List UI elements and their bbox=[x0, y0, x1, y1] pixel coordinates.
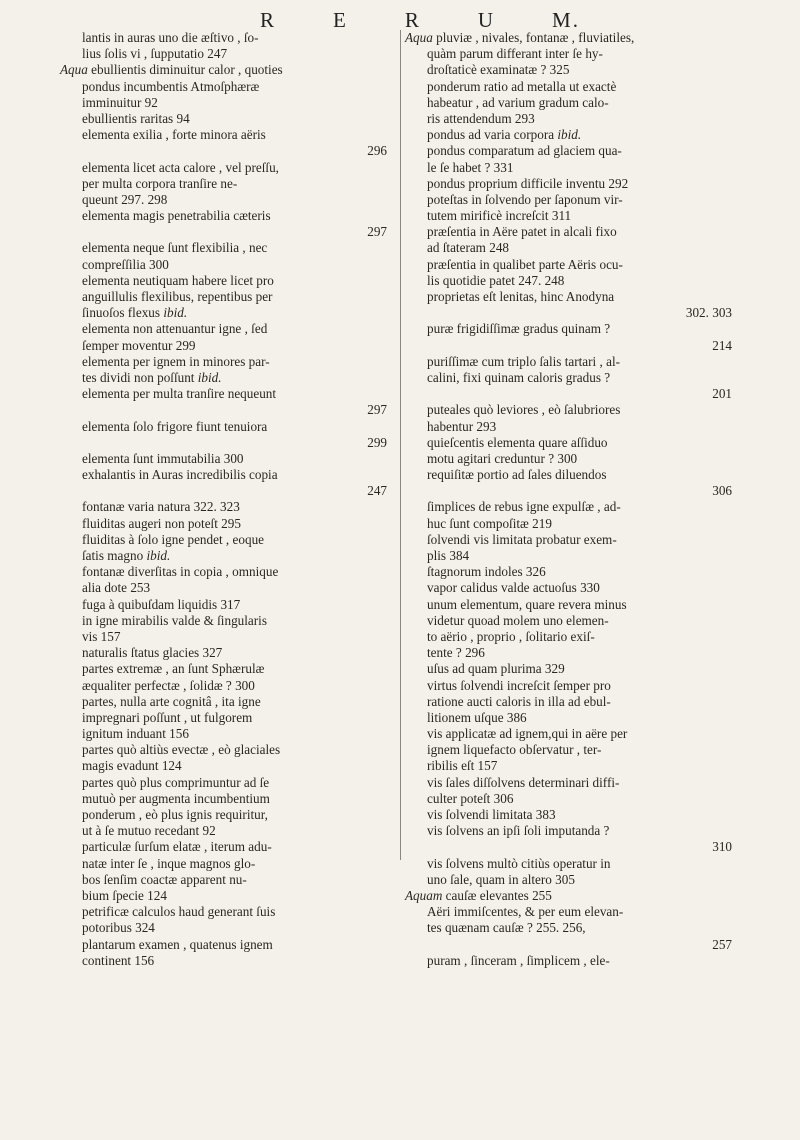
index-entry-line: le ſe habet ? 331 bbox=[427, 159, 514, 175]
index-entry-line: vapor calidus valde actuoſus 330 bbox=[427, 580, 600, 596]
index-entry-line: per multa corpora tranſire ne- bbox=[82, 175, 238, 191]
index-entry-line: tente ? 296 bbox=[427, 645, 485, 661]
index-entry-line: ris attendendum 293 bbox=[427, 110, 535, 126]
index-entry-line: ſatis magno ibid. bbox=[82, 548, 171, 563]
index-entry-line: anguillulis flexilibus, repentibus per bbox=[82, 289, 273, 304]
running-head-letter: R bbox=[404, 8, 421, 32]
index-entry-line: pondus incumbentis Atmoſphæræ bbox=[82, 78, 260, 94]
index-entry-line: puteales quò leviores , eò ſalubriores bbox=[427, 402, 621, 418]
index-entry-line: partes quò plus comprimuntur ad ſe bbox=[82, 774, 270, 790]
index-entry-line: potoribus 324 bbox=[82, 920, 155, 936]
index-entry-line: Aquam cauſæ elevantes 255 bbox=[405, 887, 552, 903]
index-entry-line: fontanæ varia natura 322. 323 bbox=[82, 499, 240, 515]
index-entry-line: lis quotidie patet 247. 248 bbox=[427, 272, 565, 288]
index-entry-line: proprietas eſt lenitas, hinc Anodyna bbox=[427, 289, 615, 304]
index-entry-line: puræ frigidiſſimæ gradus quinam ? bbox=[427, 321, 611, 337]
index-entry-line: elementa per ignem in minores par- bbox=[82, 353, 270, 369]
index-entry-line: lius ſolis vi , ſupputatio 247 bbox=[82, 46, 228, 62]
index-entry-line: tutem mirificè increſcit 311 bbox=[427, 208, 572, 224]
index-entry-line: partes, nulla arte cognitâ , ita igne bbox=[82, 693, 261, 709]
running-head-letter: U bbox=[477, 8, 496, 32]
index-entry-line: ſinuoſos flexus ibid. bbox=[82, 305, 188, 321]
index-entry-line: petrificæ calculos haud generant ſuis bbox=[82, 904, 276, 920]
index-entry-line: uno ſale, quam in altero 305 bbox=[427, 871, 575, 887]
index-entry-line: tes quænam cauſæ ? 255. 256, bbox=[427, 920, 586, 936]
index-entry-line: 302. 303 bbox=[685, 305, 732, 321]
index-entry-line: ſtagnorum indoles 326 bbox=[427, 564, 546, 580]
index-entry-line: droſtaticè examinatæ ? 325 bbox=[427, 62, 570, 78]
index-entry-line: virtus ſolvendi increſcit ſemper pro bbox=[427, 677, 611, 693]
index-entry-line: ignitum induant 156 bbox=[82, 726, 189, 742]
index-entry-line: elementa neutiquam habere licet pro bbox=[82, 272, 274, 288]
index-entry-line: elementa per multa tranſire nequeunt bbox=[82, 386, 277, 402]
index-entry-line: unum elementum, quare revera minus bbox=[427, 596, 627, 612]
index-entry-line: videtur quoad molem uno elemen- bbox=[427, 612, 609, 628]
index-entry-line: in igne mirabilis valde & ſingularis bbox=[82, 612, 267, 628]
index-entry-line: quieſcentis elementa quare aſſiduo bbox=[427, 434, 608, 450]
index-entry-line: alia dote 253 bbox=[82, 580, 151, 596]
index-entry-line: 297 bbox=[367, 224, 387, 240]
index-entry-line: ad ſtateram 248 bbox=[427, 240, 510, 256]
index-entry-line: ebullientis raritas 94 bbox=[82, 110, 190, 126]
index-entry-line: bium ſpecie 124 bbox=[82, 887, 167, 903]
index-entry-line: culter poteſt 306 bbox=[427, 790, 514, 806]
index-entry-line: Aqua pluviæ , nivales, fontanæ , fluviatiles, bbox=[405, 30, 635, 45]
index-entry-line: elementa exilia , forte minora aëris bbox=[82, 127, 266, 143]
index-entry-line: continent 156 bbox=[82, 952, 155, 968]
index-entry-line: elementa magis penetrabilia cæteris bbox=[82, 208, 271, 224]
index-entry-line: 296 bbox=[367, 143, 387, 159]
index-entry-line: ſemper moventur 299 bbox=[82, 337, 196, 353]
index-entry-line: elementa licet acta calore , vel preſſu, bbox=[82, 159, 279, 175]
index-entry-line: 247 bbox=[367, 483, 387, 499]
running-head-letter: M. bbox=[552, 8, 580, 32]
index-entry-line: 214 bbox=[712, 337, 732, 353]
index-entry-line: magis evadunt 124 bbox=[82, 758, 182, 774]
index-entry-line: queunt 297. 298 bbox=[82, 191, 168, 207]
index-entry-line: habentur 293 bbox=[427, 418, 497, 434]
index-entry-line: to aërio , proprio , ſolitario exiſ- bbox=[427, 628, 595, 644]
index-entry-line: ignem liquefacto obſervatur , ter- bbox=[427, 742, 602, 758]
index-entry-line: imminuitur 92 bbox=[82, 94, 158, 110]
index-entry-line: partes extremæ , an ſunt Sphærulæ bbox=[82, 661, 265, 677]
index-entry-line: calini, fixi quinam caloris gradus ? bbox=[427, 369, 611, 385]
index-entry-line: quàm parum differant inter ſe hy- bbox=[427, 46, 603, 62]
index-entry-line: ponderum ratio ad metalla ut exactè bbox=[427, 78, 617, 94]
index-entry-line: ponderum , eò plus ignis requiritur, bbox=[82, 807, 268, 822]
index-entry-line: ut à ſe mutuo recedant 92 bbox=[82, 823, 216, 839]
running-head-letter: E bbox=[333, 8, 348, 32]
index-entry-line: natæ inter ſe , inque magnos glo- bbox=[82, 855, 256, 871]
index-entry-line: ratione aucti caloris in illa ad ebul- bbox=[427, 693, 611, 709]
index-entry-line: tes dividi non poſſunt ibid. bbox=[82, 369, 222, 385]
index-entry-line: præſentia in qualibet parte Aëris ocu- bbox=[427, 256, 623, 272]
index-entry-line: Aqua ebullientis diminuitur calor , quoties bbox=[60, 62, 283, 78]
index-entry-line: requiſitæ portio ad ſales diluendos bbox=[427, 467, 607, 483]
index-entry-line: æqualiter perfectæ , ſolidæ ? 300 bbox=[82, 677, 255, 693]
index-entry-line: præſentia in Aëre patet in alcali fixo bbox=[427, 224, 617, 240]
index-entry-line: elementa non attenuantur igne , ſed bbox=[82, 321, 268, 337]
index-entry-line: vis ſales diſſolvens determinari diffi- bbox=[427, 774, 620, 790]
index-entry-line: fontanæ diverſitas in copia , omnique bbox=[82, 564, 279, 580]
index-entry-line: vis applicatæ ad ignem,qui in aëre per bbox=[427, 726, 628, 742]
index-entry-line: motu agitari creduntur ? 300 bbox=[427, 450, 578, 466]
index-entry-line: huc ſunt compoſitæ 219 bbox=[427, 515, 552, 531]
right-column bbox=[405, 30, 740, 969]
index-entry-line: 306 bbox=[712, 483, 732, 499]
index-entry-line: vis ſolvens an ipſi ſoli imputanda ? bbox=[427, 823, 610, 839]
index-entry-line: 310 bbox=[712, 839, 732, 855]
index-entry-line: elementa ſunt immutabilia 300 bbox=[82, 450, 244, 466]
index-entry-line: poteſtas in ſolvendo per ſaponum vir- bbox=[427, 191, 623, 207]
running-head-letter: R bbox=[260, 8, 277, 32]
index-entry-line: 297 bbox=[367, 402, 387, 418]
index-entry-line: elementa ſolo frigore fiunt tenuiora bbox=[82, 418, 268, 434]
index-entry-line: puriſſimæ cum triplo ſalis tartari , al- bbox=[427, 353, 621, 369]
index-entry-line: fluiditas à ſolo igne pendet , eoque bbox=[82, 531, 265, 547]
index-entry-line: lantis in auras uno die æſtivo , ſo- bbox=[82, 30, 259, 45]
index-entry-line: fuga à quibuſdam liquidis 317 bbox=[82, 596, 241, 612]
index-entry-line: puram , ſinceram , ſimplicem , ele- bbox=[427, 952, 610, 968]
index-entry-line: Aëri immiſcentes, & per eum elevan- bbox=[427, 904, 624, 920]
index-entry-line: pondus comparatum ad glaciem qua- bbox=[427, 143, 622, 159]
index-entry-line: impregnari poſſunt , ut fulgorem bbox=[82, 709, 253, 725]
index-entry-line: litionem uſque 386 bbox=[427, 709, 527, 725]
index-entry-line: pondus ad varia corpora ibid. bbox=[427, 127, 582, 143]
index-entry-line: habeatur , ad varium gradum calo- bbox=[427, 94, 609, 110]
index-entry-line: plis 384 bbox=[427, 548, 470, 563]
index-entry-line: partes quò altiùs evectæ , eò glaciales bbox=[82, 742, 281, 758]
index-entry-line: ſimplices de rebus igne expulſæ , ad- bbox=[427, 499, 621, 515]
index-entry-line: 201 bbox=[712, 386, 732, 402]
index-entry-line: ſolvendi vis limitata probatur exem- bbox=[427, 531, 617, 547]
index-entry-line: 299 bbox=[367, 434, 387, 450]
index-entry-line: pondus proprium difficile inventu 292 bbox=[427, 175, 629, 191]
column-divider bbox=[400, 30, 401, 860]
index-entry-line: vis ſolvendi limitata 383 bbox=[427, 807, 556, 822]
left-column bbox=[60, 30, 395, 969]
index-entry-line: uſus ad quam plurima 329 bbox=[427, 661, 565, 677]
index-entry-line: 257 bbox=[712, 936, 732, 952]
index-entry-line: naturalis ſtatus glacies 327 bbox=[82, 645, 223, 661]
index-entry-line: compreſſilia 300 bbox=[82, 256, 169, 272]
index-entry-line: vis 157 bbox=[82, 628, 121, 644]
index-entry-line: particulæ ſurſum elatæ , iterum adu- bbox=[82, 839, 272, 855]
index-entry-line: mutuò per augmenta incumbentium bbox=[82, 790, 270, 806]
index-entry-line: plantarum examen , quatenus ignem bbox=[82, 936, 273, 952]
index-entry-line: elementa neque ſunt flexibilia , nec bbox=[82, 240, 268, 256]
index-entry-line: vis ſolvens multò citiùs operatur in bbox=[427, 855, 611, 871]
index-entry-line: ribilis eſt 157 bbox=[427, 758, 498, 774]
index-entry-line: exhalantis in Auras incredibilis copia bbox=[82, 467, 278, 483]
index-entry-line: fluiditas augeri non poteſt 295 bbox=[82, 515, 241, 531]
index-entry-line: bos ſenſim coactæ apparent nu- bbox=[82, 871, 247, 887]
